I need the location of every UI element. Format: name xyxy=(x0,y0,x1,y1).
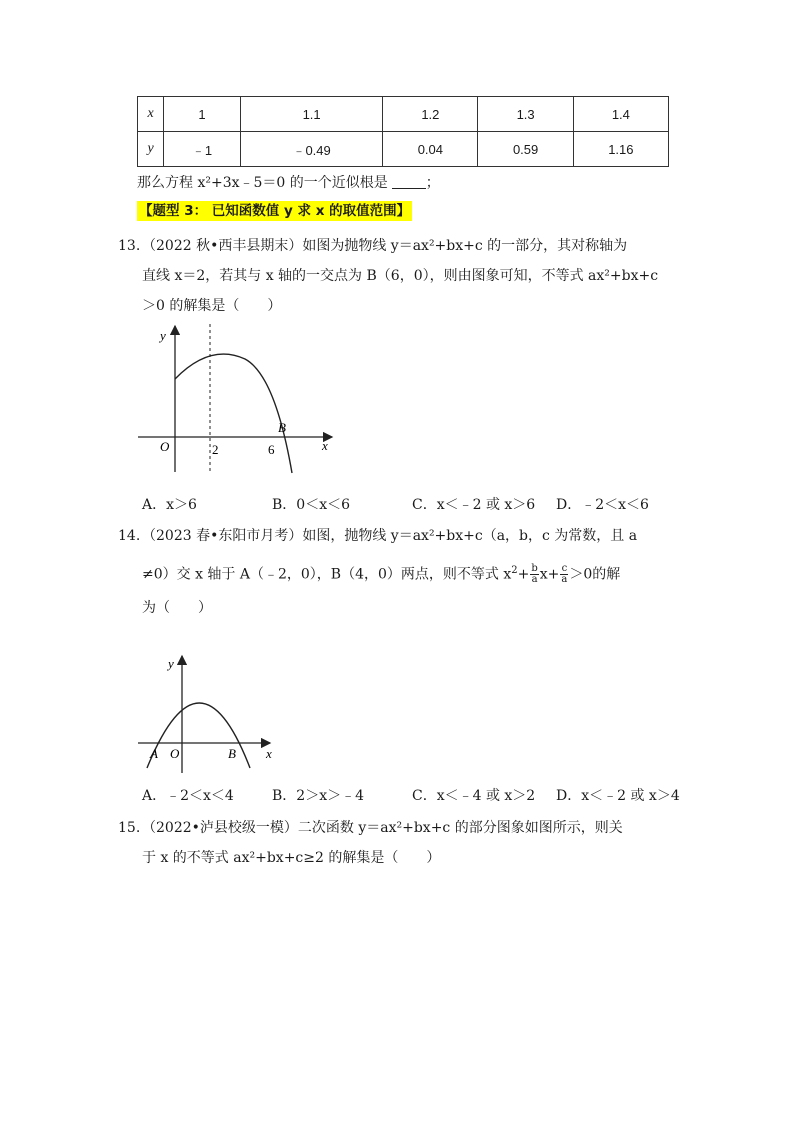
q14-line1: （2023 春•东阳市月考）如图，抛物线 y＝ax²+bx+c（a，b，c 为常数，且 a xyxy=(142,528,638,544)
fraction-denominator: a xyxy=(561,574,568,586)
table-cell: 1 xyxy=(164,97,241,132)
q13-option-a[interactable]: A．x＞6 xyxy=(142,497,197,513)
tick-6-label: 6 xyxy=(268,442,275,457)
q15-number: 15. xyxy=(118,820,141,836)
origin-label: O xyxy=(160,439,170,454)
answer-blank xyxy=(392,174,426,189)
table-cell: ﹣1 xyxy=(164,132,241,167)
q15-line1: （2022•泸县校级一模）二次函数 y＝ax²+bx+c 的部分图象如图所示，则关 xyxy=(142,820,623,836)
q13-number: 13. xyxy=(118,238,141,254)
value-table xyxy=(137,96,669,167)
q14-line3: 为（ ） xyxy=(142,600,212,616)
x-plus: x+ xyxy=(539,566,560,583)
q13-option-b[interactable]: B．0＜x＜6 xyxy=(272,497,350,513)
q14-option-d[interactable]: D．x＜﹣2 或 x＞4 xyxy=(556,788,680,804)
q14-line2 xyxy=(142,561,620,585)
q14-option-a[interactable]: A．﹣2＜x＜4 xyxy=(142,788,234,804)
table-cell: ﹣0.49 xyxy=(240,132,382,167)
table-cell: 0.59 xyxy=(478,132,573,167)
y-axis-label: y xyxy=(168,656,174,671)
table-cell: 1.1 xyxy=(240,97,382,132)
x-axis-label: x xyxy=(322,438,328,453)
point-b-label: B xyxy=(278,420,286,435)
fraction-denominator: a xyxy=(531,574,538,586)
q14-line2-text: ≠0）交 x 轴于 A（﹣2，0），B（4，0）两点，则不等式 x xyxy=(142,566,512,583)
point-b-label: B xyxy=(228,746,236,761)
section-heading: 【题型 3： 已知函数值 y 求 x 的取值范围】 xyxy=(139,203,411,219)
plus-sign: + xyxy=(517,566,530,583)
table-followup xyxy=(137,173,440,193)
table-cell: y xyxy=(138,132,164,167)
tick-2-label: 2 xyxy=(212,442,219,457)
q13-parabola-graph xyxy=(130,318,345,478)
table-cell: 1.4 xyxy=(573,97,668,132)
fraction-numerator: c xyxy=(561,563,568,575)
y-axis-label: y xyxy=(160,328,166,343)
fraction-numerator: b xyxy=(531,563,538,575)
q14-line2-end: ＞0的解 xyxy=(569,566,621,583)
exponent: 2 xyxy=(511,565,518,576)
table-cell: 1.3 xyxy=(478,97,573,132)
table-cell: x xyxy=(138,97,164,132)
x-axis-label: x xyxy=(266,746,272,761)
q15-line2: 于 x 的不等式 ax²+bx+c≥2 的解集是（ ） xyxy=(142,850,441,866)
q14-parabola-graph xyxy=(130,648,285,776)
fraction-b-over-a xyxy=(530,564,538,585)
followup-end: ； xyxy=(425,175,440,191)
q13-line1: （2022 秋•西丰县期末）如图为抛物线 y＝ax²+bx+c 的一部分，其对称轴为 xyxy=(142,238,628,254)
q13-option-c[interactable]: C．x＜﹣2 或 x＞6 xyxy=(412,497,536,513)
q13-line2: 直线 x＝2，若其与 x 轴的一交点为 B（6，0），则由图象可知，不等式 ax²+bx+c xyxy=(142,268,659,284)
fraction-c-over-a xyxy=(560,564,568,585)
table-cell: 0.04 xyxy=(383,132,478,167)
q14-number: 14. xyxy=(118,528,141,544)
followup-text: 那么方程 x²+3x﹣5＝0 的一个近似根是 xyxy=(137,175,388,191)
point-a-label: A xyxy=(150,746,158,761)
table-cell: 1.16 xyxy=(573,132,668,167)
table-cell: 1.2 xyxy=(383,97,478,132)
q13-line3: ＞0 的解集是（ ） xyxy=(142,298,282,314)
q14-option-b[interactable]: B．2＞x＞﹣4 xyxy=(272,788,364,804)
origin-label: O xyxy=(170,746,180,761)
q14-option-c[interactable]: C．x＜﹣4 或 x＞2 xyxy=(412,788,536,804)
table-row-y xyxy=(138,132,669,167)
table-row-x xyxy=(138,97,669,132)
q13-option-d[interactable]: D．﹣2＜x＜6 xyxy=(556,497,649,513)
